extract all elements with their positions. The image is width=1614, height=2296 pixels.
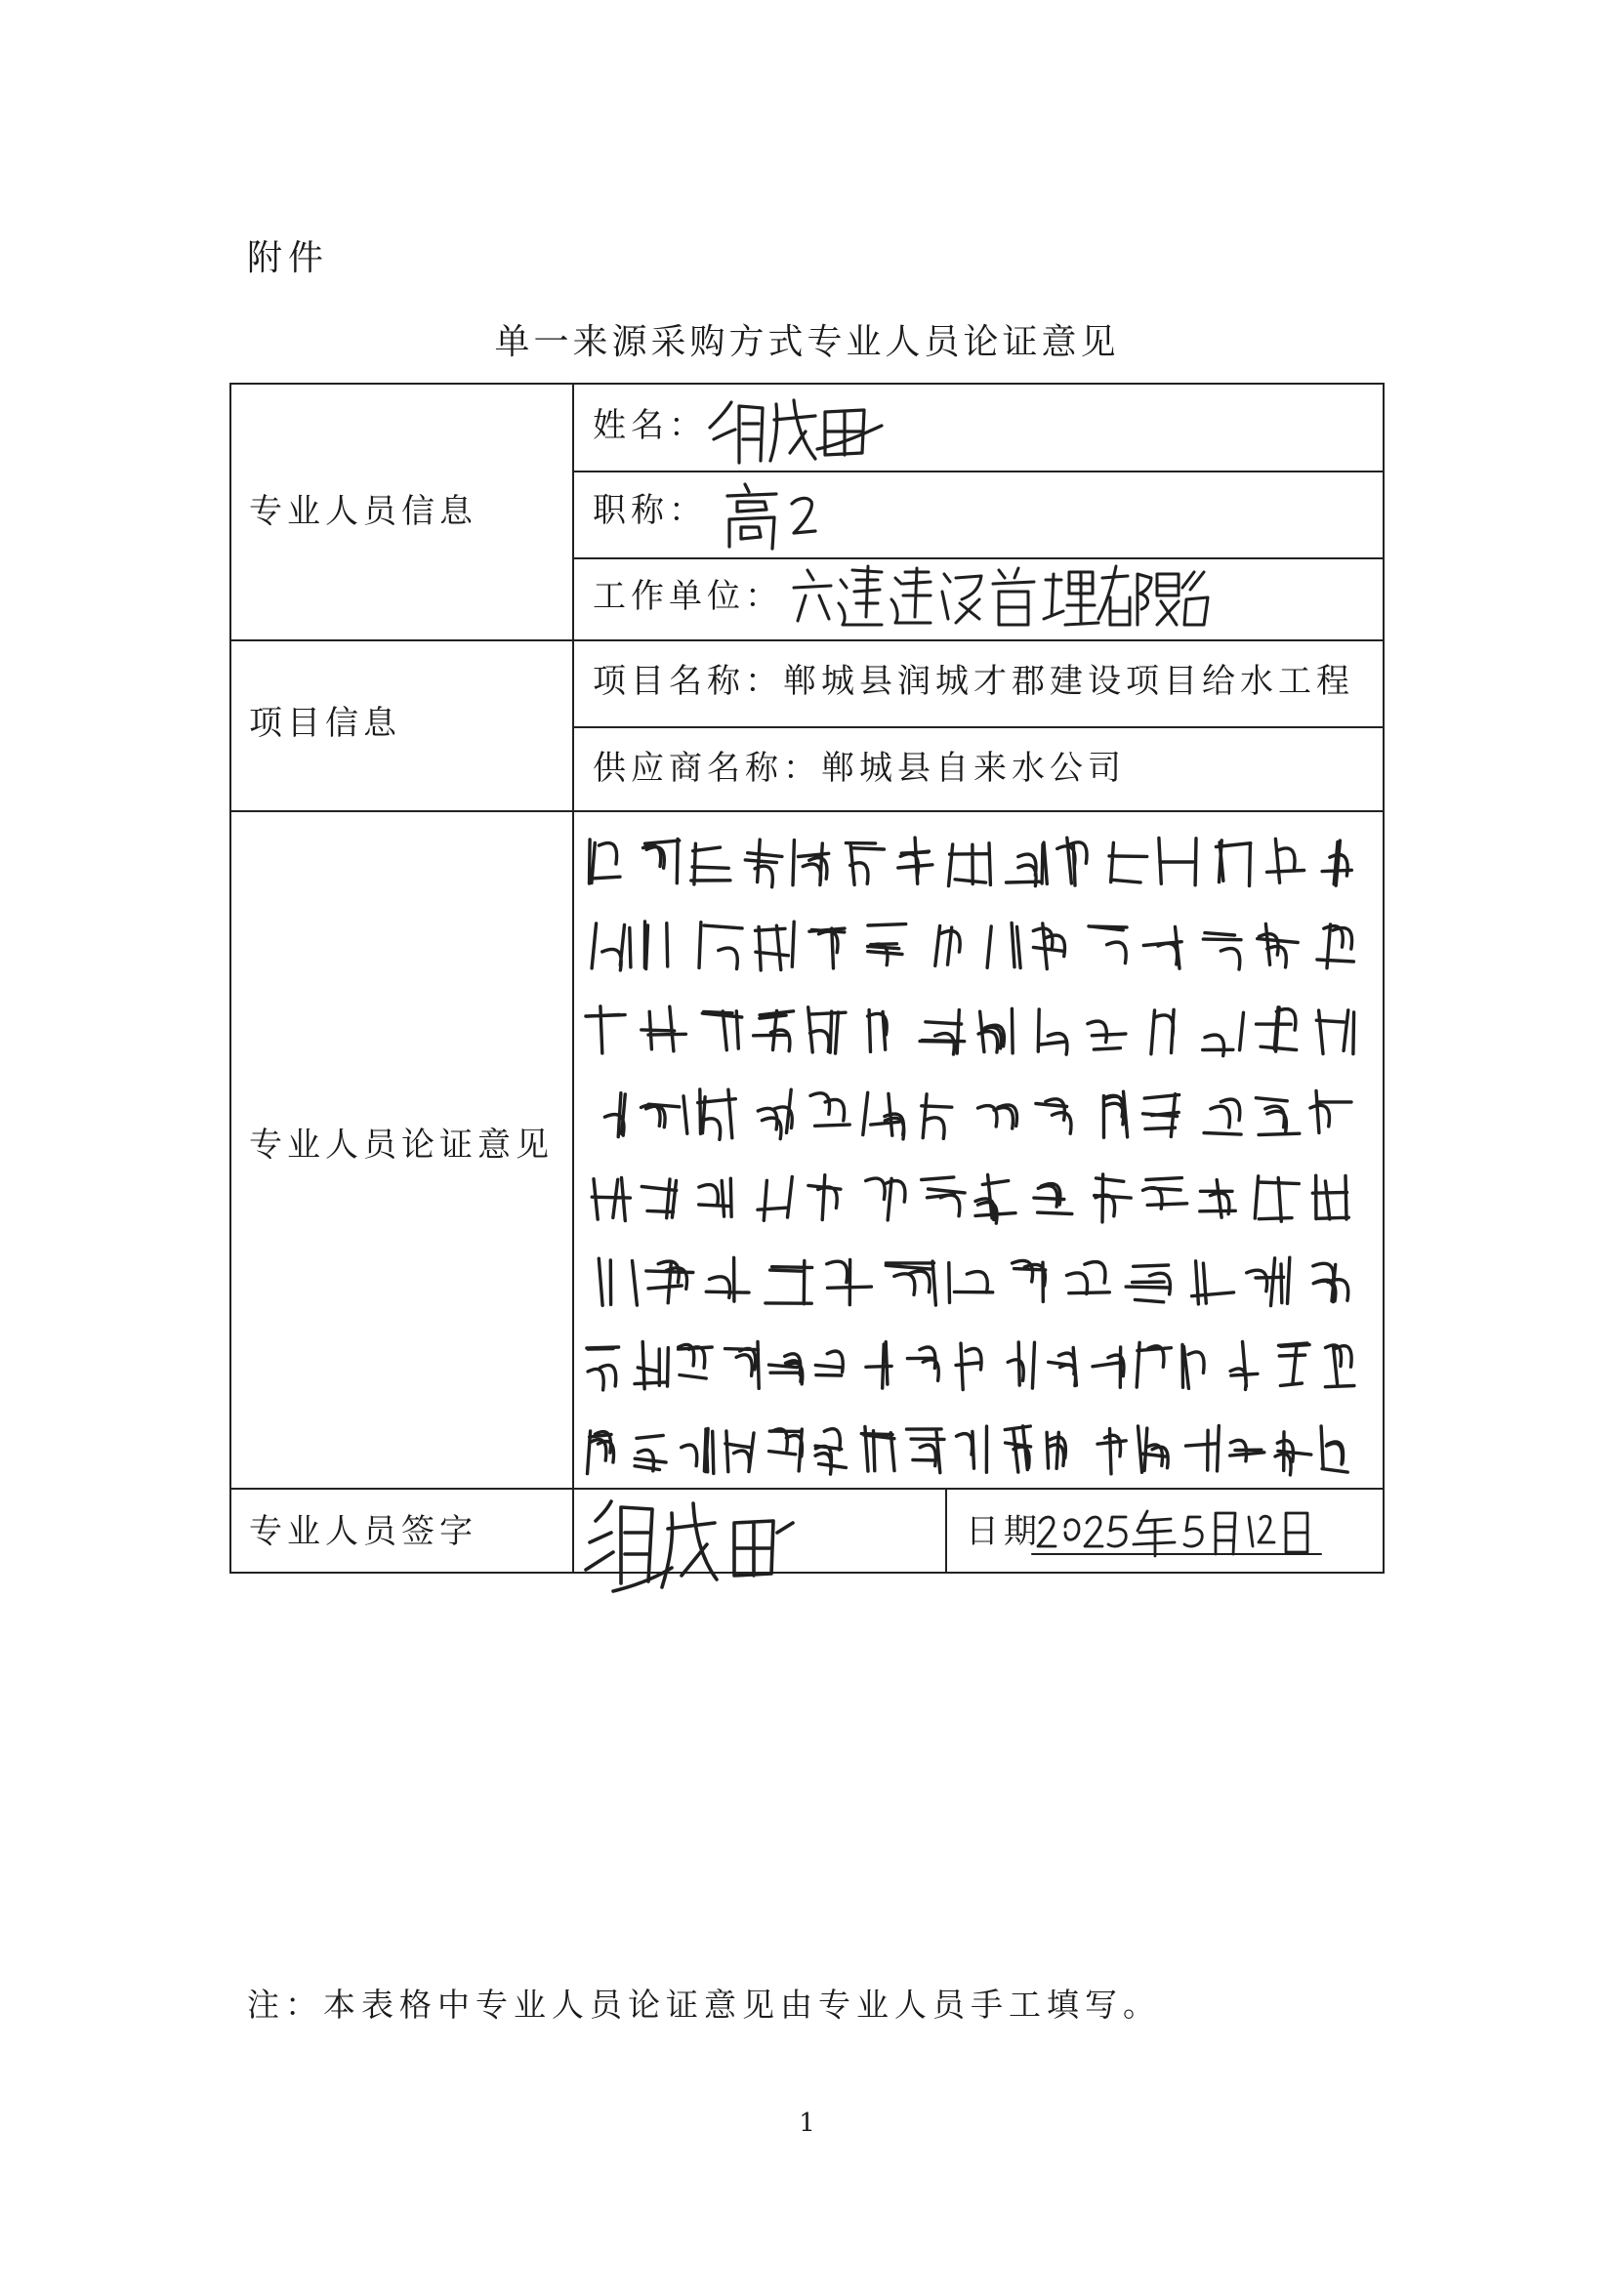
handwritten-glyph (590, 840, 621, 883)
handwritten-glyph (1038, 1009, 1067, 1054)
handwritten-glyph (1126, 1265, 1170, 1302)
handwritten-glyph (1204, 1099, 1241, 1134)
document-title: 单一来源采购方式专业人员论证意见 (494, 322, 1120, 362)
handwritten-glyph (922, 1094, 952, 1139)
handwritten-glyph (1312, 1175, 1348, 1219)
handwritten-glyph (1036, 1099, 1071, 1133)
handwritten-glyph (766, 1260, 812, 1303)
handwritten-glyph (1182, 1345, 1204, 1389)
handwritten-glyph (1097, 1428, 1126, 1473)
handwritten-glyph (641, 1096, 687, 1133)
handwritten-glyph (1143, 927, 1181, 969)
opinion-handwritten-line (575, 812, 1348, 1306)
expert-info-section-label: 专业人员信息 (249, 492, 477, 531)
handwritten-glyph (679, 1344, 713, 1378)
handwritten-glyph (758, 1089, 792, 1138)
row-divider (231, 1488, 1385, 1490)
handwritten-glyph (1033, 923, 1064, 969)
handwritten-glyph (1093, 1347, 1124, 1387)
handwritten-glyph (866, 1342, 891, 1389)
handwritten-glyph (809, 928, 845, 968)
column-divider (945, 1488, 947, 1574)
project-name-row (593, 662, 1354, 701)
handwritten-glyph (868, 1010, 888, 1052)
handwritten-glyph (1325, 1345, 1354, 1387)
handwritten-glyph (1216, 840, 1250, 886)
opinion-form-table (229, 383, 1385, 1574)
handwritten-glyph (586, 1006, 625, 1053)
attachment-label: 附件 (247, 238, 330, 278)
handwritten-glyph (1151, 1009, 1174, 1054)
handwritten-glyph (1007, 842, 1048, 886)
opinion-handwritten-line (575, 812, 1351, 887)
handwritten-glyph (641, 1006, 686, 1051)
handwritten-glyph (1316, 1010, 1353, 1054)
handwritten-glyph (1109, 842, 1147, 882)
handwritten-glyph (978, 1105, 1017, 1128)
name-label: 姓名： (593, 406, 707, 445)
handwritten-glyph (641, 1179, 676, 1218)
handwritten-glyph (886, 1261, 935, 1305)
handwritten-glyph (1258, 924, 1299, 967)
handwritten-glyph (1089, 926, 1127, 964)
handwritten-glyph (643, 840, 680, 883)
handwritten-glyph (644, 922, 667, 969)
handwritten-signature (578, 1494, 803, 1601)
handwritten-glyph (987, 922, 1020, 967)
handwritten-glyph (949, 843, 991, 886)
handwritten-glyph (1203, 933, 1241, 969)
supplier-label: 供应商名称： (593, 749, 821, 788)
handwritten-glyph (769, 1429, 803, 1471)
handwritten-glyph (592, 923, 631, 970)
handwritten-glyph (754, 1010, 794, 1050)
handwritten-glyph (725, 1431, 754, 1472)
signature-label: 专业人员签字 (249, 1512, 477, 1551)
handwritten-glyph (957, 1426, 987, 1472)
handwritten-glyph (592, 1177, 630, 1220)
handwritten-glyph (1203, 1012, 1244, 1055)
handwritten-glyph (1230, 1342, 1258, 1390)
row-divider (231, 639, 1385, 641)
handwritten-glyph (1088, 1021, 1126, 1049)
handwritten-glyph (1322, 840, 1351, 885)
handwritten-glyph (868, 924, 906, 965)
handwritten-glyph (898, 838, 932, 883)
footnote: 注：本表格中专业人员论证意见由专业人员手工填写。 (247, 1986, 1161, 2024)
handwritten-glyph (1067, 1262, 1110, 1294)
handwritten-glyph (861, 1426, 894, 1471)
handwritten-glyph (1159, 839, 1196, 885)
handwritten-glyph (815, 1351, 843, 1375)
handwritten-glyph (793, 840, 829, 885)
handwritten-glyph (1313, 1263, 1348, 1301)
handwritten-glyph (745, 840, 782, 887)
date-label: 日期 (966, 1512, 1042, 1551)
handwritten-glyph (907, 1347, 938, 1380)
handwritten-glyph (810, 1093, 849, 1126)
supplier-row (593, 749, 1126, 788)
employer-handwritten-value (788, 560, 1218, 638)
project-info-section-label: 项目信息 (249, 704, 401, 743)
handwritten-glyph (863, 1092, 904, 1139)
handwritten-glyph (920, 1010, 965, 1054)
opinion-section-label: 专业人员论证意见 (249, 1126, 554, 1165)
handwritten-glyph (846, 843, 884, 885)
handwritten-glyph (1257, 1007, 1297, 1051)
handwritten-glyph (1137, 1342, 1171, 1387)
handwritten-glyph (1057, 838, 1087, 885)
page-number: 1 (799, 2109, 815, 2138)
handwritten-glyph (1103, 1091, 1127, 1137)
handwritten-glyph (1008, 1342, 1034, 1388)
handwritten-glyph (866, 1178, 905, 1220)
handwritten-glyph (698, 1089, 736, 1139)
handwritten-glyph (1310, 1090, 1351, 1132)
handwritten-glyph (646, 1261, 693, 1303)
row-divider (572, 471, 1385, 472)
handwritten-glyph (827, 1260, 872, 1305)
handwritten-glyph (935, 925, 960, 965)
opinion-handwritten-line (575, 812, 1348, 1223)
handwritten-glyph (758, 1176, 792, 1220)
handwritten-glyph (1256, 1098, 1299, 1135)
handwritten-glyph (604, 1093, 625, 1137)
handwritten-glyph (1275, 1432, 1311, 1475)
handwritten-glyph (1138, 1426, 1169, 1472)
employer-label: 工作单位： (593, 577, 783, 616)
name-handwritten-value (700, 392, 895, 471)
supplier-value: 郸城县自来水公司 (821, 749, 1126, 788)
title-label: 职称： (593, 491, 707, 530)
handwritten-glyph (815, 1429, 846, 1474)
handwritten-glyph (587, 1347, 619, 1390)
handwritten-glyph (1143, 1094, 1179, 1137)
handwritten-glyph (1321, 1426, 1347, 1472)
opinion-handwritten-line (575, 812, 1351, 1139)
project-name-label: 项目名称： (593, 662, 783, 701)
handwritten-glyph (1049, 1348, 1077, 1386)
handwritten-glyph (956, 1343, 981, 1390)
handwritten-glyph (1095, 1174, 1132, 1222)
handwritten-glyph (1186, 1426, 1220, 1471)
handwritten-glyph (635, 1342, 668, 1389)
handwritten-glyph (691, 843, 730, 884)
handwritten-glyph (1034, 1184, 1072, 1214)
handwritten-glyph (699, 1178, 731, 1216)
row-divider (231, 810, 1385, 812)
handwritten-glyph (706, 1257, 749, 1301)
column-divider (572, 385, 574, 1574)
handwritten-glyph (1192, 1261, 1234, 1304)
handwritten-glyph (1279, 1343, 1310, 1385)
row-divider (572, 726, 1385, 728)
project-name-value: 郸城县润城才郡建设项目给水工程 (783, 662, 1354, 701)
title-handwritten-value (716, 478, 833, 556)
handwritten-glyph (1317, 924, 1354, 968)
handwritten-glyph (1200, 1180, 1236, 1218)
handwritten-glyph (1047, 1432, 1065, 1468)
opinion-handwritten-line (575, 812, 1354, 1056)
date-handwritten-value (1032, 1497, 1325, 1566)
handwritten-glyph (1255, 1176, 1299, 1221)
handwritten-glyph (599, 1258, 637, 1305)
handwritten-glyph (699, 922, 742, 969)
handwritten-glyph (922, 1177, 965, 1216)
handwritten-glyph (949, 1263, 993, 1303)
handwritten-glyph (769, 1354, 803, 1384)
handwritten-glyph (808, 1007, 846, 1053)
handwritten-glyph (588, 1431, 614, 1474)
handwritten-glyph (682, 1428, 714, 1473)
handwritten-glyph (808, 1175, 841, 1220)
date-row (966, 1512, 1042, 1551)
handwritten-glyph (702, 1011, 742, 1050)
handwritten-glyph (756, 922, 795, 970)
handwritten-glyph (1267, 839, 1304, 882)
handwritten-glyph (975, 1175, 1015, 1224)
opinion-handwritten-text (575, 814, 1387, 1488)
opinion-handwritten-line (575, 812, 1353, 970)
handwritten-glyph (1143, 1178, 1187, 1210)
handwritten-glyph (1230, 1440, 1264, 1460)
handwritten-glyph (1013, 1260, 1046, 1301)
handwritten-glyph (907, 1429, 945, 1473)
handwritten-glyph (978, 1008, 1013, 1053)
handwritten-glyph (1005, 1426, 1030, 1472)
handwritten-glyph (635, 1435, 666, 1470)
row-divider (572, 557, 1385, 559)
handwritten-glyph (725, 1341, 760, 1388)
handwritten-glyph (1247, 1257, 1290, 1305)
